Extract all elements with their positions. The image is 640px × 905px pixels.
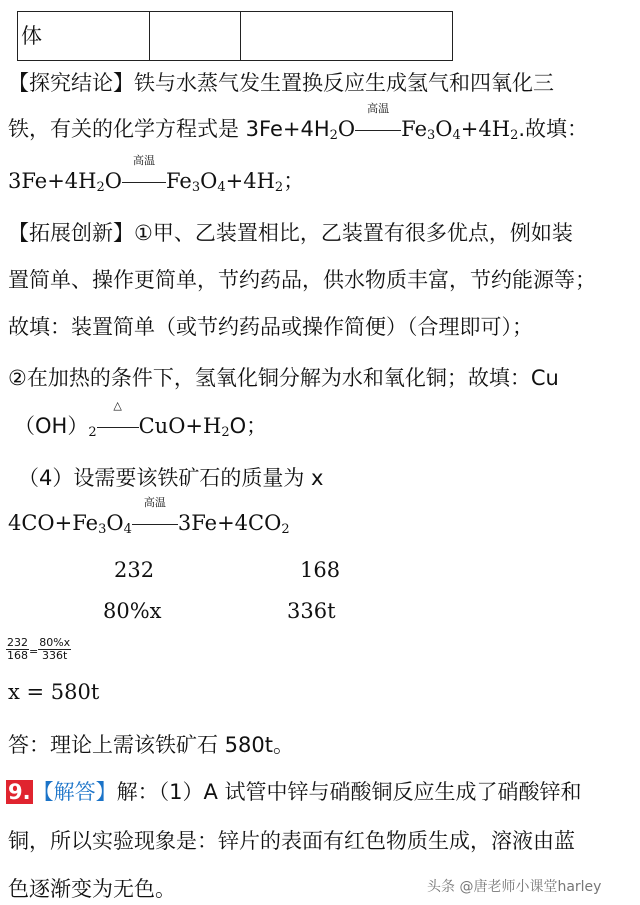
expand-line-1: 【拓展创新】①甲、乙装置相比，乙装置有很多优点，例如装 [8,221,573,245]
q9-line-1: 9.【解答】解：（1）A 试管中锌与硝酸铜反应生成了硝酸锌和 [8,780,582,804]
conclusion-line-3: $3Fe+4H_2O$ 高温 $Fe_3O_4+4H_2$； [8,154,305,195]
calc-equation: $4CO+Fe_3O_4$ 高温 $3Fe+4CO_2$ [8,496,290,537]
molar-mass-2: 168 [300,558,341,582]
table-fragment [17,11,453,61]
calc-answer: 答：理论上需该铁矿石 580t。 [8,733,294,757]
conclusion-line-2: 铁，有关的化学方程式是 $3Fe+4H_2O$ 高温 $Fe_3O_4+4H_2$.故填： [8,102,589,143]
expand-line-5: $(OH)_2$ △ $CuO+H_2O$； [14,399,268,440]
molar-mass-1: 232 [114,558,155,582]
q9-line-3: 色逐渐变为无色。 [8,877,176,901]
expand-line-2: 置简单、操作更简单，节约药品，供水物质丰富，节约能源等； [8,268,596,292]
calc-intro: （4）设需要该铁矿石的质量为 x [18,466,324,490]
expand-line-4: ②在加热的条件下，氢氧化铜分解为水和氧化铜；故填：Cu [8,366,559,390]
fraction-right: $\frac{80\%x}{336t}$ [39,636,71,662]
table-divider [240,12,241,60]
expand-line-3: 故填：装置简单（或节约药品或操作简便）（合理即可）； [8,315,533,339]
conclusion-line-1: 【探究结论】铁与水蒸气发生置换反应生成氢气和四氧化三 [8,71,554,95]
quantity-1: 80%x [103,599,162,623]
proportion: $\frac{232}{168}$ = $\frac{80\%x}{336t}$ [7,636,71,662]
answer-tag: 【解答】 [32,780,117,804]
fraction-left: $\frac{232}{168}$ [7,636,28,662]
table-cell-text: 体 [21,24,42,48]
table-divider [149,12,150,60]
watermark: 头条 @唐老师小课堂harley [427,879,602,895]
reaction-condition: 高温 [355,117,401,141]
quantity-2: 336t [287,599,336,623]
question-number-badge: 9. [8,780,31,804]
reaction-condition: 高温 [132,511,178,535]
reaction-condition: 高温 [122,169,166,193]
calc-result: x = 580t [8,680,100,704]
reaction-condition: △ [97,414,139,438]
q9-line-2: 铜，所以实验现象是：锌片的表面有红色物质生成，溶液由蓝 [8,829,575,853]
